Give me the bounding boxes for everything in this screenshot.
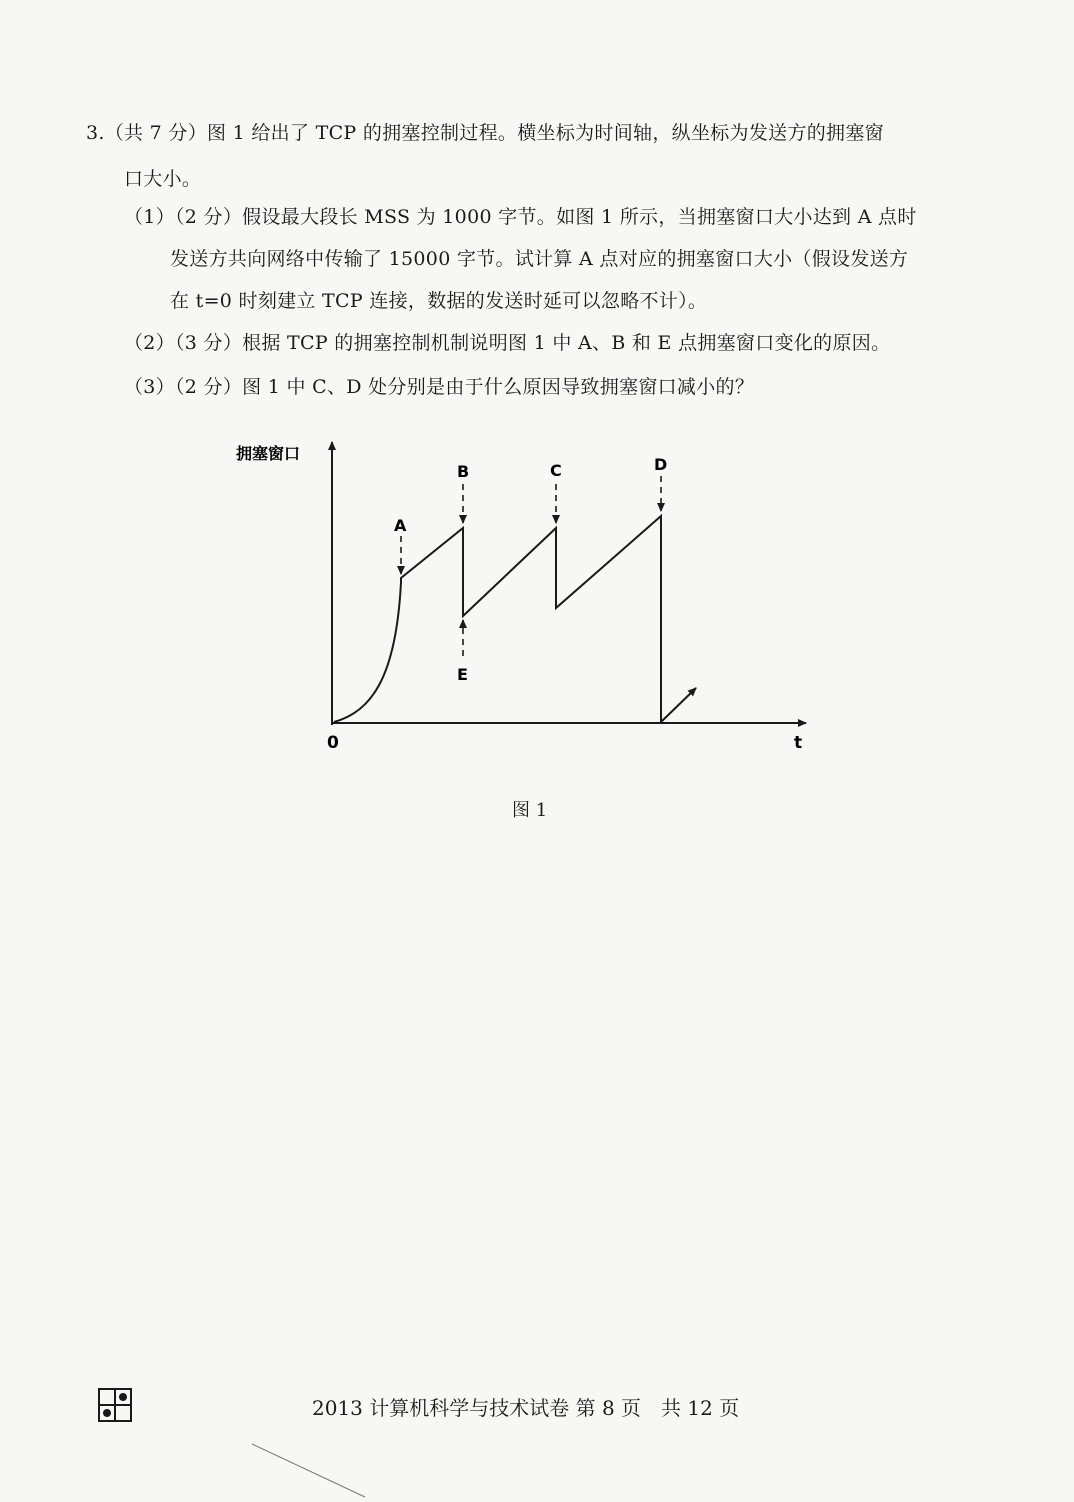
point-label-A: A <box>394 516 407 535</box>
y-axis-label: 拥塞窗口 <box>236 444 301 463</box>
question-header-continued: 口大小。 <box>124 168 202 190</box>
origin-label: 0 <box>327 733 339 753</box>
subquestion-3: （3）（2 分）图 1 中 C、D 处分别是由于什么原因导致拥塞窗口减小的？ <box>124 376 755 398</box>
congestion-window-figure <box>220 430 820 770</box>
point-label-C: C <box>550 461 562 480</box>
point-label-E: E <box>457 665 468 684</box>
subquestion-2: （2）（3 分）根据 TCP 的拥塞控制机制说明图 1 中 A、B 和 E 点拥塞窗口变化的原因。 <box>124 332 891 354</box>
subquestion-1-line-3: 在 t=0 时刻建立 TCP 连接，数据的发送时延可以忽略不计）。 <box>170 290 708 312</box>
question-header: 3.（共 7 分）图 1 给出了 TCP 的拥塞控制过程。横坐标为时间轴，纵坐标为发送方的拥塞窗 <box>86 122 884 144</box>
congestion-window-curve <box>334 516 661 722</box>
page-footer: 2013 计算机科学与技术试卷 第 8 页 共 12 页 <box>312 1396 740 1420</box>
scan-artifact-line <box>250 1440 380 1500</box>
subquestion-1-line-2: 发送方共向网络中传输了 15000 字节。试计算 A 点对应的拥塞窗口大小（假设发送方 <box>170 248 909 270</box>
point-label-B: B <box>457 462 470 481</box>
page-corner-mark <box>98 1388 132 1422</box>
resume-growth-arrow <box>661 688 696 722</box>
figure-caption: 图 1 <box>512 800 548 821</box>
subquestion-1-line-1: （1）（2 分）假设最大段长 MSS 为 1000 字节。如图 1 所示，当拥塞窗口大小达到 A 点时 <box>124 206 917 228</box>
point-label-D: D <box>654 455 668 474</box>
x-axis-label: t <box>794 733 803 753</box>
